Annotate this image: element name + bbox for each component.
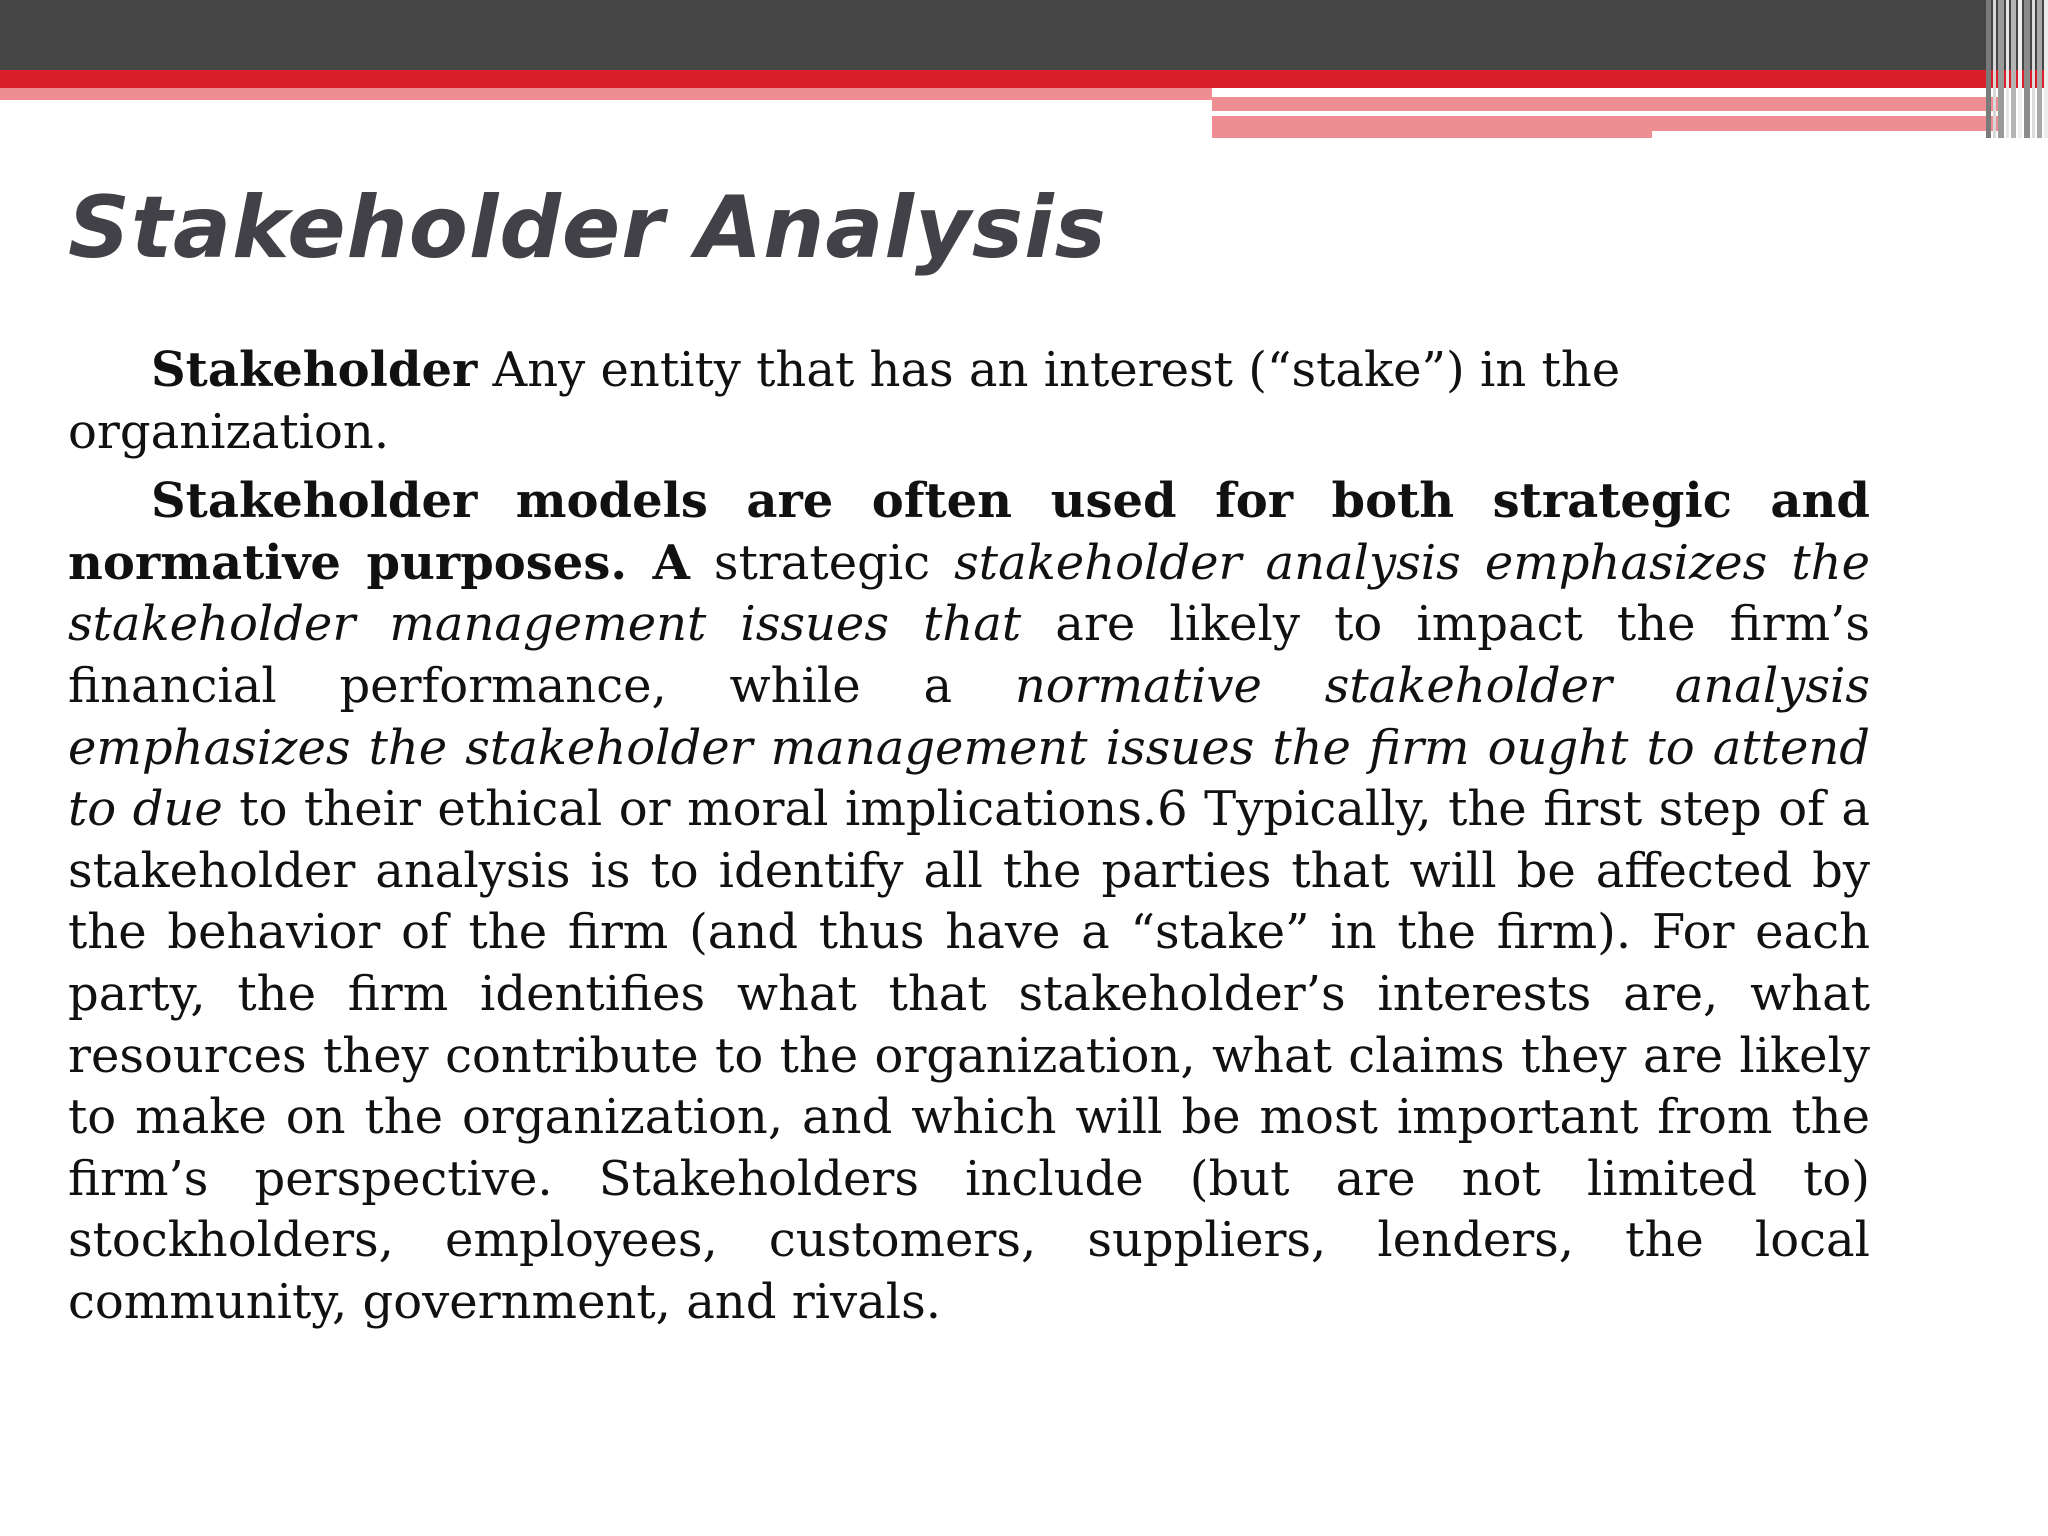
accent-pink-band-right-bottom	[1212, 131, 1652, 138]
slide-title: Stakeholder Analysis	[68, 178, 1107, 278]
definition-term: Stakeholder	[151, 342, 478, 398]
paragraph-lead: Stakeholder models are often used for both strategic and normative purposes. A	[68, 473, 1870, 591]
accent-pink-band-right	[1212, 97, 2002, 111]
accent-red-band	[0, 70, 2048, 88]
definition-text: Any entity that has an interest (“stake”) in the organization.	[68, 342, 1621, 460]
paragraph-text-2: are likely to impact the firm’s financial performance, while a	[68, 596, 1870, 714]
body-paragraph	[68, 471, 1870, 1333]
accent-pink-band-left	[0, 88, 1212, 100]
definition-paragraph	[68, 340, 1870, 463]
paragraph-text-3: to their ethical or moral implications.6 Typically, the first step of a stakeholder analysis is to identify all the parties that will be affected by the behavior of the firm (and thus have a “stake” in the firm). For each party, the firm identifies what that stakeholder’s interests are, what resources they contribute to the organization, what claims they are likely to make on the organization, and which will be most important from the firm’s perspective. Stakeholders include (but are not limited to) stockholders, employees, customers, suppliers, lenders, the local community, government, and rivals.	[68, 781, 1871, 1330]
top-bar	[0, 0, 2048, 70]
slide-body	[68, 340, 1870, 1334]
paragraph-italic-2: normative stakeholder analysis emphasizes the stakeholder management issues the firm ought to attend to due	[68, 657, 1871, 838]
accent-pink-band-right-mid	[1212, 116, 2002, 131]
paragraph-text-1: strategic	[689, 534, 955, 591]
paragraph-italic-1: stakeholder analysis emphasizes the stakeholder management issues that	[68, 534, 1870, 653]
